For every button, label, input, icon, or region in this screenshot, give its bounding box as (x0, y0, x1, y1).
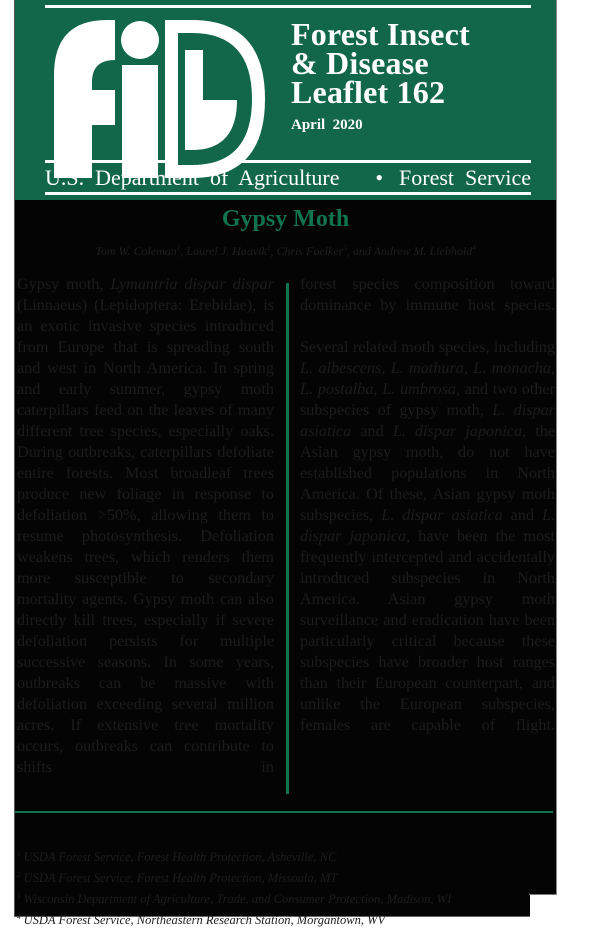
fidl-logo-icon (52, 20, 267, 178)
species-name: L. dispar asiatica (381, 506, 503, 524)
author-name: Chris Foelker (276, 244, 344, 258)
species-name: L. dispar japonica (300, 506, 556, 545)
text-run: , the Asian gypsy moth, do not have established populations in North America. Of these, Asian gypsy moth subspecies, (300, 422, 556, 524)
text-run: (Linnaeus) (Lepidoptera: Erebidae), is an exotic invasive species introduced from Europe that is spreading south and west in North America. In spring and early summer, gypsy moth caterpillars feed on the leaves of many different tree species, especially oaks. During outbreaks, caterpillars defoliate entire forests. Most broadleaf trees produce new foliage in response to defoliation >50%, allowing them to resume photosynthesis. Defoliation weakens trees, which renders them more susceptible to secondary mortality agents. Gypsy moth can also directly kill trees, especially if severe defoliation persists for multiple successive seasons. In some years, outbreaks can be massive with defoliation exceeding several million acres. If extensive tree mortality occurs, outbreaks can contribute to shifts in (17, 296, 274, 776)
affiliation-item (17, 845, 451, 866)
affiliation-item (17, 866, 451, 887)
species-name: L. dispar japonica (392, 422, 523, 440)
footnote-number: 3 (17, 892, 21, 901)
agency-separator: • (375, 165, 384, 190)
affiliation-text: Wisconsin Department of Agriculture, Trade, and Consumer Protection, Madison, WI (23, 892, 452, 907)
agency-department: U.S. Department of Agriculture (45, 165, 340, 190)
text-run: , (381, 359, 391, 377)
affiliation-item (17, 908, 451, 929)
text-run: , (463, 359, 474, 377)
author-separator: , and (346, 244, 374, 258)
species-name: L. umbrosa, (382, 380, 461, 398)
author-affil-ref: 1 (176, 244, 181, 252)
author-separator: , (180, 244, 187, 258)
text-run: and (351, 422, 393, 440)
species-name: Lymantria dispar dispar (110, 275, 274, 293)
header-rule-bottom (45, 192, 531, 195)
footnote-number: 4 (17, 913, 21, 922)
author-name: Tom W. Coleman (95, 244, 177, 258)
footnote-number: 1 (17, 850, 21, 858)
species-name: L. mathura (390, 359, 464, 377)
text-run: Several related moth species, including (300, 338, 555, 356)
author-affil-ref: 4 (472, 244, 476, 252)
text-run: , (373, 380, 383, 398)
body-column-left (17, 274, 274, 778)
author-name: Laurel J. Haavik (186, 244, 267, 258)
text-run: , have been the most frequently intercepted and accidentally introduced subspecies in North America. Asian gypsy moth surveillance and eradication have been particularly critical because these subspecies have broader host ranges than their European counterpart, and unlike the European subspecies, females are capable of flight. (300, 527, 555, 734)
author-list (15, 244, 556, 259)
text-run: , (550, 359, 555, 377)
publication-date: April 2020 (291, 117, 363, 133)
footnote-number: 2 (17, 871, 21, 880)
paragraph-continuation (300, 274, 555, 316)
footnote-separator (15, 811, 553, 813)
related-species-paragraph (300, 337, 555, 736)
affiliation-footnotes (17, 845, 451, 930)
header-rule-top (45, 5, 531, 8)
series-title-block (291, 16, 470, 134)
author-separator: , (270, 244, 277, 258)
text-run: and (502, 506, 542, 524)
body-column-right (300, 274, 555, 736)
author-affil-ref: 3 (343, 244, 347, 252)
agency-line (45, 165, 531, 191)
agency-service: Forest Service (399, 165, 531, 190)
series-title-line-1: Forest Insect (291, 16, 470, 52)
affiliation-text: USDA Forest Service, Forest Health Protection, Asheville, NC (23, 850, 337, 865)
species-name: L. postalba (300, 380, 374, 398)
affiliation-item (17, 887, 451, 908)
affiliation-text: USDA Forest Service, Forest Health Protection, Missoula, MT (23, 871, 338, 886)
species-name: L. dispar asiatica (300, 401, 555, 440)
text-run: and two other subspecies of gypsy moth, (300, 380, 555, 419)
affiliation-text: USDA Forest Service, Northeastern Research Station, Morgantown, WV (23, 913, 386, 928)
text-run: Gypsy moth, (17, 275, 111, 293)
author-name: Andrew M. Liebhold (373, 244, 473, 258)
text-run: forest species composition toward dominance by immune host species. (300, 275, 555, 314)
species-name: L. monacha (473, 359, 551, 377)
page-edge-right (556, 0, 557, 895)
series-title-line-2: & Disease (291, 45, 429, 81)
species-name: L. albescens (300, 359, 382, 377)
document-title: Gypsy Moth (221, 206, 350, 232)
series-title-line-3: Leaflet 162 (291, 74, 446, 110)
page-edge (529, 894, 556, 895)
author-affil-ref: 2 (266, 244, 271, 252)
column-divider (286, 283, 289, 794)
intro-paragraph (17, 274, 274, 778)
